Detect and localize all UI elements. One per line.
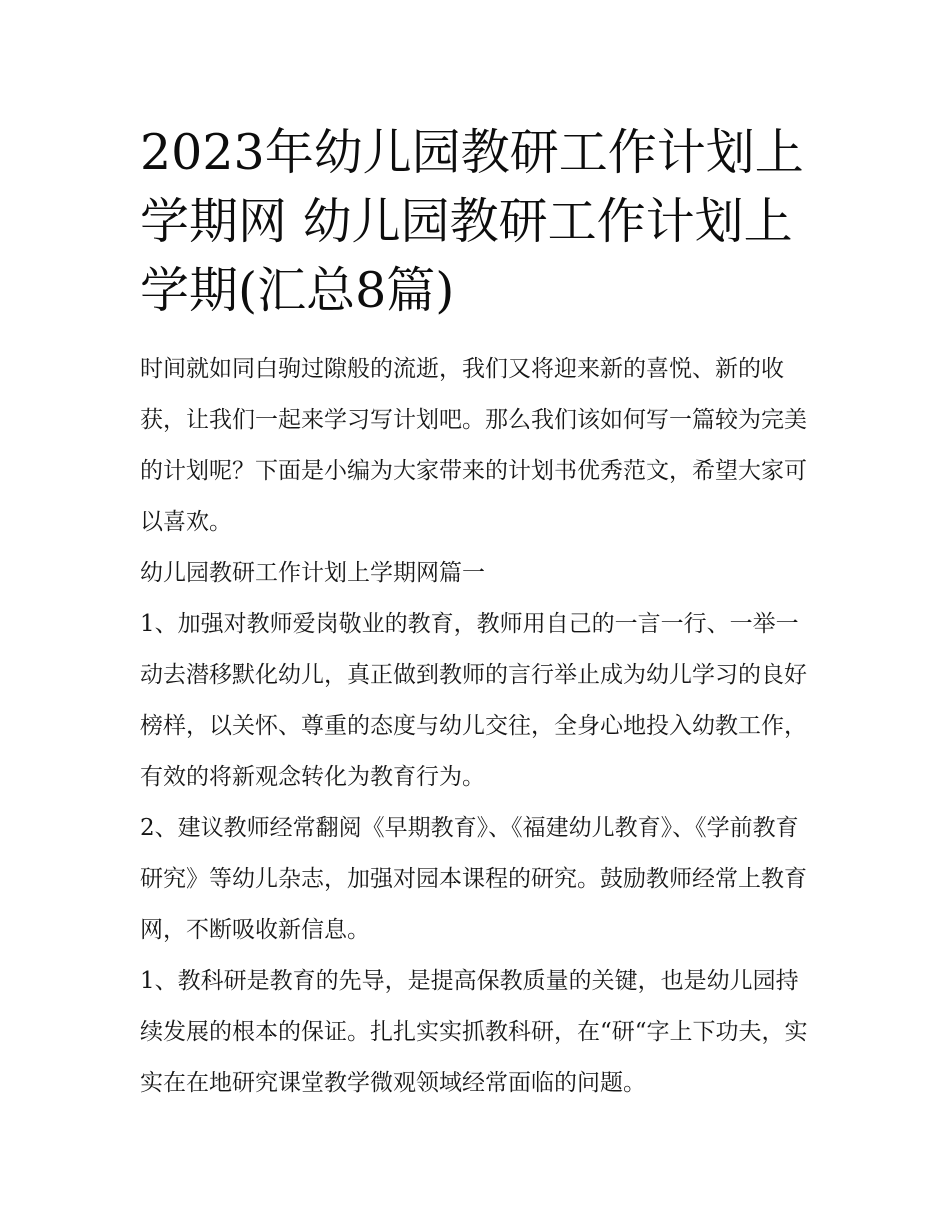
paragraph-2: 2、建议教师经常翻阅《早期教育》、《福建幼儿教育》、《学前教育研究》等幼儿杂志，加强对园本课程的研究。鼓励教师经常上教育网，不断吸收新信息。	[140, 815, 807, 943]
paragraph-1: 1、加强对教师爱岗敬业的教育，教师用自己的一言一行、一举一动去潜移默化幼儿，真正做到教师的言行举止成为幼儿学习的良好榜样，以关怀、尊重的态度与幼儿交往，全身心地投入幼教工作，有效的将新观念转化为教育行为。	[140, 611, 807, 790]
document-title: 2023年幼儿园教研工作计划上学期网 幼儿园教研工作计划上学期(汇总8篇)	[140, 124, 804, 319]
intro-paragraph: 时间就如同白驹过隙般的流逝，我们又将迎来新的喜悦、新的收获，让我们一起来学习写计划吧。那么我们该如何写一篇较为完美的计划呢？下面是小编为大家带来的计划书优秀范文，希望大家可以喜欢。	[140, 356, 807, 535]
document-page	[140, 118, 820, 1109]
section-heading: 幼儿园教研工作计划上学期网篇一	[140, 560, 485, 586]
paragraph-3: 1、教科研是教育的先导，是提高保教质量的关键，也是幼儿园持续发展的根本的保证。扎扎实实抓教科研，在“研“字上下功夫，实实在在地研究课堂教学微观领域经常面临的问题。	[140, 968, 808, 1096]
